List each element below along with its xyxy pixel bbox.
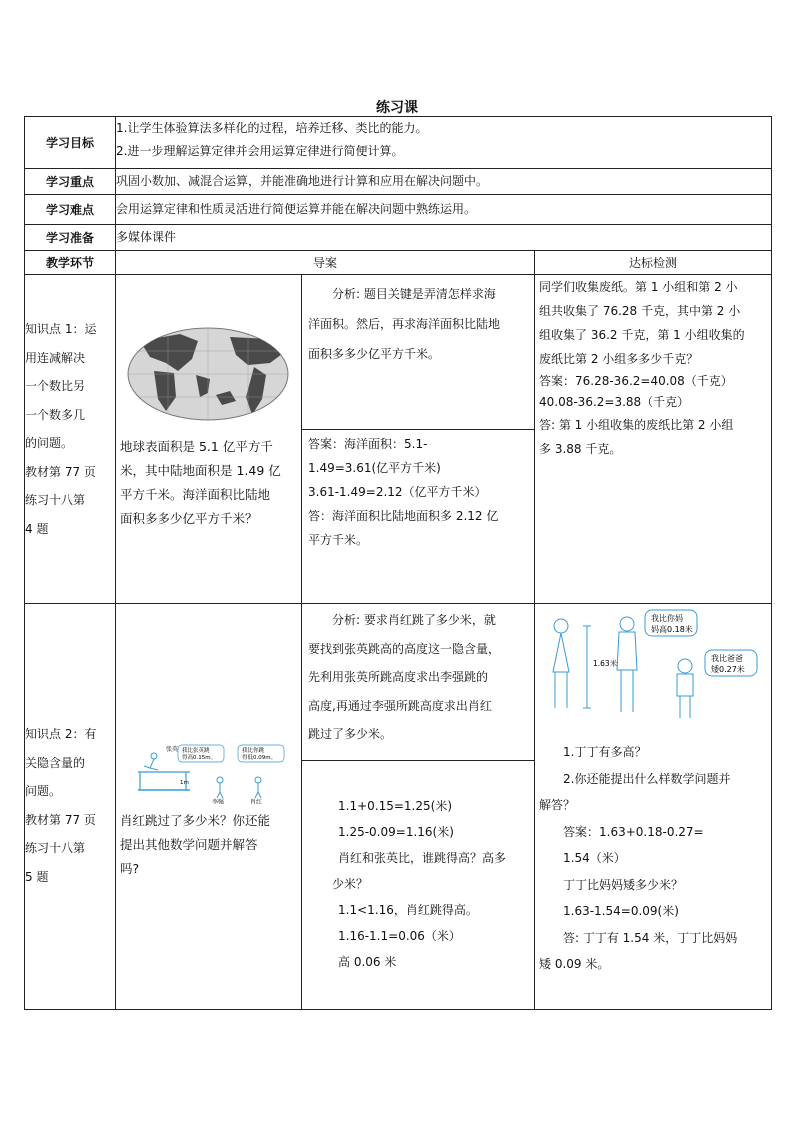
- k2-analysis-line: 先利用张英所跳高度求出李强跳的: [308, 670, 489, 684]
- k2-check-line: 答案：1.63+0.18-0.27=: [563, 824, 704, 839]
- k2-analysis-line: 要找到张英跳高的高度这一隐含量，: [308, 641, 501, 656]
- k1-answer-line: 答案：海洋面积：5.1-: [308, 437, 428, 451]
- k2-answer: [302, 760, 534, 979]
- dingding-bubble: 矮0.27米: [711, 665, 745, 674]
- prep-value: 多媒体课件: [116, 225, 772, 251]
- k1-analysis-line: 面积多多少亿平方千米。: [308, 347, 441, 361]
- k2-check-line: 答: 丁丁有 1.54 米，丁丁比妈妈: [563, 930, 738, 945]
- k1-check-line: 同学们收集废纸。第 1 小组和第 2 小: [539, 280, 738, 294]
- k2-stage-line: 5 题: [25, 869, 49, 884]
- prep-row: [25, 225, 772, 251]
- k2-check-text: [539, 739, 767, 978]
- k1-check-line: 答案：76.28-36.2=40.08（千克）: [539, 374, 733, 388]
- goals-line: 2.进一步理解运算定律并会用运算定律进行简便计算。: [116, 144, 404, 158]
- k2-check-line: 1.54（米）: [563, 851, 626, 865]
- k2-stage-line: 关隐含量的: [25, 755, 86, 770]
- k2-analysis-line: 高度,再通过李强所跳高度求出肖红: [308, 698, 492, 713]
- col-guide-header: 导案: [116, 251, 535, 275]
- k2-guide-cell: [302, 604, 535, 1010]
- k2-check-line: 解答？: [539, 798, 576, 812]
- k2-check-line: 2.你还能提出什么样数学问题并: [563, 771, 731, 786]
- col-check-header: 达标检测: [535, 251, 772, 275]
- k2-check-line: 矮 0.09 米。: [539, 957, 610, 971]
- k1-stage-line: 一个数比另: [25, 379, 86, 393]
- k1-stage-line: 用连减解决: [25, 350, 86, 365]
- k2-answer-line: 肖红和张英比，谁跳得高？高多: [338, 851, 507, 865]
- k2-check-cell: [535, 604, 772, 1010]
- dad-bubble: 我比你妈: [651, 614, 683, 623]
- k1-answer-line: 答：海洋面积比陆地面积多 2.12 亿: [308, 509, 499, 523]
- k1-check-line: 组共收集了 76.28 千克，其中第 2 小: [539, 304, 741, 318]
- k1-stage-line: 一个数多几: [25, 407, 86, 422]
- k1-analysis-line: 分析: 题目关键是弄清怎样求海: [332, 287, 496, 301]
- key-row: [25, 169, 772, 195]
- jump-bubble-1: 得高0.15m。: [182, 755, 217, 761]
- goals-line: 1.让学生体验算法多样化的过程，培养迁移、类比的能力。: [116, 121, 428, 135]
- k1-guide-cell: [302, 275, 535, 604]
- goals-label: 学习目标: [25, 117, 116, 169]
- goals-row: [25, 117, 772, 169]
- k2-analysis-line: 跳过了多少米。: [308, 727, 393, 741]
- k1-analysis-line: 洋面积。然后，再求海洋面积比陆地: [308, 317, 501, 331]
- k2-answer-line: 少米？: [332, 877, 369, 891]
- k2-stage-line: 练习十八第: [25, 841, 86, 855]
- goals-value: [116, 117, 772, 169]
- k2-problem-line: 肖红跳过了多少米？你还能: [120, 813, 271, 828]
- difficulty-label: 学习难点: [25, 195, 116, 225]
- difficulty-value: 会用运算定律和性质灵活进行简便运算并能在解决问题中熟练运用。: [116, 195, 772, 225]
- dad-bubble: 妈高0.18米: [651, 625, 693, 634]
- key-value: 巩固小数加、减混合运算，并能准确地进行计算和应用在解决问题中。: [116, 169, 772, 195]
- k2-answer-line: 1.1<1.16，肖红跳得高。: [338, 903, 478, 917]
- lesson-plan-table: [24, 116, 772, 1010]
- k1-check-line: 答: 第 1 小组收集的废纸比第 2 小组: [539, 418, 734, 432]
- k2-problem-line: 吗?: [120, 861, 140, 876]
- k2-answer-line: 1.1+0.15=1.25(米): [338, 799, 452, 813]
- high-jump-figure: [120, 742, 296, 804]
- k2-stage-line: 知识点 2：有: [25, 727, 97, 741]
- mom-height-label: 1.63米: [593, 659, 618, 668]
- k1-problem-line: 平方千米。海洋面积比陆地: [120, 487, 271, 502]
- jump-bubble-2: 我比你跳: [242, 748, 265, 754]
- k1-stage-line: 知识点 1：运: [25, 322, 97, 336]
- k2-stage: [25, 604, 116, 1010]
- k2-analysis: [302, 604, 534, 760]
- world-map-image: [120, 279, 296, 429]
- k2-answer-line: 1.16-1.1=0.06（米）: [338, 929, 461, 943]
- jump-bubble-1: 我比张英跳: [182, 748, 210, 754]
- k2-answer-line: 1.25-0.09=1.16(米): [338, 825, 454, 839]
- k2-problem-cell: [116, 604, 302, 1010]
- k1-problem-cell: [116, 275, 302, 604]
- k1-check-line: 组收集了 36.2 千克，第 1 小组收集的: [539, 328, 745, 342]
- k1-analysis: [302, 275, 534, 429]
- k1-problem-line: 面积多多少亿平方千米？: [120, 511, 258, 526]
- k1-answer-line: 平方千米。: [308, 533, 369, 547]
- key-label: 学习重点: [25, 169, 116, 195]
- k1-answer-line: 3.61-1.49=2.12（亿平方千米）: [308, 485, 487, 499]
- k1-stage-line: 练习十八第: [25, 493, 86, 507]
- k1-check-cell: [535, 275, 772, 604]
- col-stage-header: 教学环节: [25, 251, 116, 275]
- k1-problem-line: 地球表面积是 5.1 亿平方千: [120, 439, 273, 454]
- difficulty-row: [25, 195, 772, 225]
- k1-answer-line: 1.49=3.61(亿平方千米): [308, 461, 441, 475]
- dingding-bubble: 我比爸爸: [711, 654, 743, 663]
- family-height-figure: [539, 608, 765, 734]
- k1-check-line: 废纸比第 2 小组多多少千克？: [539, 352, 699, 366]
- k2-check-line: 1.丁丁有多高？: [563, 745, 647, 759]
- jump-bubble-2: 得低0.09m。: [242, 755, 277, 761]
- k2-stage-line: 问题。: [25, 784, 62, 798]
- k1-check-line: 多 3.88 千克。: [539, 442, 622, 456]
- k2-problem-line: 提出其他数学问题并解答: [120, 837, 258, 852]
- k2-problem-text: [120, 809, 297, 881]
- prep-label: 学习准备: [25, 225, 116, 251]
- k1-check-line: 40.08-36.2=3.88（千克）: [539, 395, 690, 409]
- k2-stage-line: 教材第 77 页: [25, 812, 96, 827]
- k1-problem-line: 米，其中陆地面积是 1.49 亿: [120, 463, 281, 478]
- column-header-row: [25, 251, 772, 275]
- k1-stage-line: 4 题: [25, 521, 49, 536]
- page-title: 练习课: [376, 100, 418, 116]
- k1-stage-line: 的问题。: [25, 436, 74, 450]
- knowledge-2-row: [25, 604, 772, 1010]
- k2-check-line: 丁丁比妈妈矮多少米？: [563, 877, 684, 892]
- knowledge-1-row: [25, 275, 772, 604]
- bar-height-label: 1m: [180, 780, 189, 786]
- xiaohong-label: 肖红: [250, 799, 263, 804]
- liqiang-label: 李强: [212, 799, 225, 804]
- k1-stage: [25, 275, 116, 604]
- k2-check-line: 1.63-1.54=0.09(米): [563, 904, 679, 918]
- k2-analysis-line: 分析: 要求肖红跳了多少米，就: [332, 613, 496, 627]
- k1-answer: [302, 429, 534, 556]
- k1-problem-text: [120, 435, 297, 531]
- k2-answer-line: 高 0.06 米: [338, 955, 397, 969]
- k1-stage-line: 教材第 77 页: [25, 464, 96, 479]
- zhangying-label: 张英: [166, 746, 179, 753]
